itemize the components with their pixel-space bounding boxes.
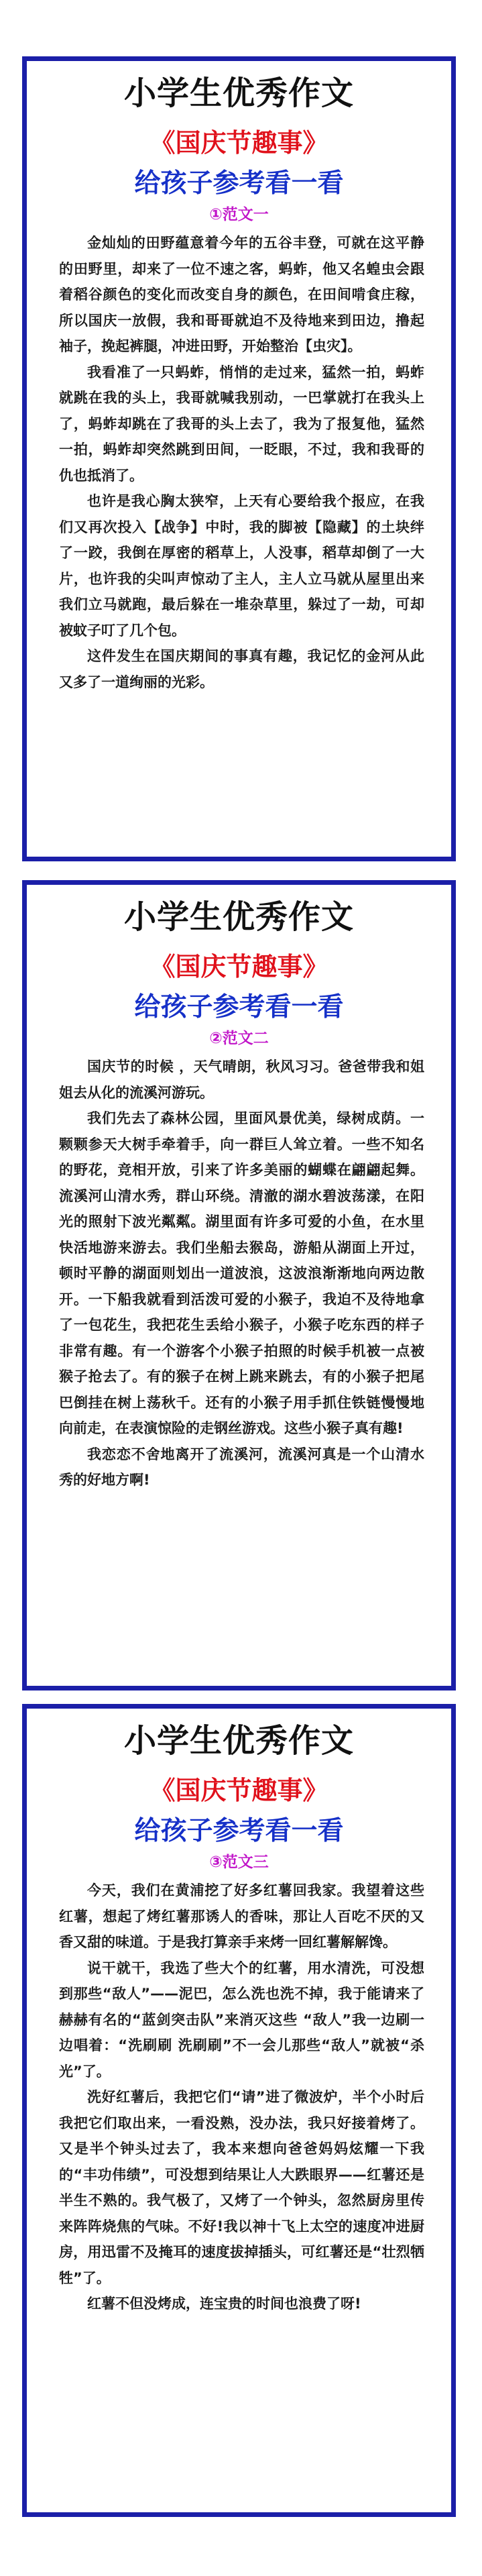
paragraph: 今天，我们在黄浦挖了好多红薯回我家。我望着这些红薯，想起了烤红薯那诱人的香味，那让人百吃不厌的又香又甜的味道。于是我打算亲手来烤一回红薯解解馋。: [59, 1882, 424, 1950]
article-title: 小学生优秀作文: [123, 898, 354, 936]
paragraph: 洗好红薯后，我把它们“请”进了微波炉，半个小时后我把它们取出来，一看没熟，没办法，我只好接着烤了。又是半个钟头过去了，我本来想向爸爸妈妈炫耀一下我的“丰功伟绩”，可没想到结果让人大跌眼界——红薯还是半生不熟的。我气极了，又烤了一个钟头，忽然厨房里传来阵阵烧焦的气味。不好!我以神十飞上太空的速度冲进厨房，用迅雷不及掩耳的速度拔掉插头，可红薯还是“壮烈牺牲”了。: [59, 2089, 424, 2286]
article-label: ②范文二: [209, 1030, 269, 1047]
article-label: ③范文三: [209, 1854, 269, 1871]
paragraph: 金灿灿的田野蕴意着今年的五谷丰登，可就在这平静的田野里，却来了一位不速之客，蚂蚱，他又名蝗虫会跟着稻谷颜色的变化而改变自身的颜色，在田间啃食庄稼，所以国庆一放假，我和哥哥就迫不及待地来到田边，撸起袖子，挽起裤腿，冲进田野，开始整治【虫灾】。: [59, 235, 424, 354]
article-tagline: 给孩子参考看一看: [134, 1816, 344, 1846]
article-body: [59, 1878, 424, 2317]
article-title: 小学生优秀作文: [123, 1722, 354, 1760]
article-card-3: [22, 1704, 456, 2517]
article-tagline: 给孩子参考看一看: [134, 992, 344, 1022]
paragraph: 这件发生在国庆期间的事真有趣，我记忆的金河从此又多了一道绚丽的光彩。: [59, 648, 424, 690]
article-subtitle: 《国庆节趣事》: [149, 128, 328, 158]
paragraph: 我们先去了森林公园，里面风景优美，绿树成荫。一颗颗参天大树手牵着手，向一群巨人耸立着。一些不知名的野花，竞相开放，引来了许多美丽的蝴蝶在翩翩起舞。流溪河山清水秀，群山环绕。清澈的湖水碧波荡漾，在阳光的照射下波光粼粼。湖里面有许多可爱的小鱼，在水里快活地游来游去。我们坐船去猴岛，游船从湖面上开过，顿时平静的湖面则划出一道波浪，这波浪渐渐地向两边散开。一下船我就看到活泼可爱的小猴子，我迫不及待地拿了一包花生，我把花生丢给小猴子，小猴子吃东西的样子非常有趣。有一个游客个小猴子拍照的时候手机被一点被猴子抢去了。有的猴子在树上跳来跳去，有的小猴子把尾巴倒挂在树上荡秋千。还有的小猴子用手抓住铁链慢慢地向前走，在表演惊险的走钢丝游戏。这些小猴子真有趣!: [59, 1110, 424, 1436]
paragraph: 也许是我心胸太狭窄，上天有心要给我个报应，在我们又再次投入【战争】中时，我的脚被【隐藏】的土块绊了一跤，我倒在厚密的稻草上，人没事，稻草却倒了一大片，也许我的尖叫声惊动了主人，主人立马就从屋里出来我们立马就跑，最后躲在一堆杂草里，躲过了一劫，可却被蚊子叮了几个包。: [59, 493, 424, 639]
article-card-1: [22, 56, 456, 861]
paragraph: 国庆节的时候 ，天气晴朗，秋风习习。爸爸带我和姐姐去从化的流溪河游玩。: [59, 1059, 424, 1101]
article-body: [59, 230, 424, 695]
paragraph: 红薯不但没烤成，连宝贵的时间也浪费了呀!: [87, 2296, 361, 2312]
paragraph: 说干就干，我选了些大个的红薯，用水清洗，可没想到那些“敌人”——泥巴，怎么洗也洗不掉，我于能请来了赫赫有名的“蓝剑突击队”来消灭这些 “敌人”我一边刷一边唱着：“洗刷刷 洗刷刷”不一会儿那些“敌人”就被“杀光”了。: [59, 1960, 424, 2080]
article-subtitle: 《国庆节趣事》: [149, 1776, 328, 1805]
article-card-2: [22, 880, 456, 1690]
article-title: 小学生优秀作文: [123, 74, 354, 112]
article-label: ①范文一: [209, 206, 269, 223]
article-subtitle: 《国庆节趣事》: [149, 952, 328, 981]
article-tagline: 给孩子参考看一看: [134, 168, 344, 199]
paragraph: 我看准了一只蚂蚱，悄悄的走过来，猛然一拍，蚂蚱就跳在我的头上，我哥就喊我别动，一巴掌就打在我头上了，蚂蚱却跳在了我哥的头上去了，我为了报复他，猛然一拍，蚂蚱却突然跳到田间，一眨眼，不过，我和我哥的仇也抵消了。: [59, 364, 424, 484]
article-body: [59, 1054, 424, 1493]
paragraph: 我恋恋不舍地离开了流溪河，流溪河真是一个山清水秀的好地方啊!: [59, 1446, 424, 1488]
